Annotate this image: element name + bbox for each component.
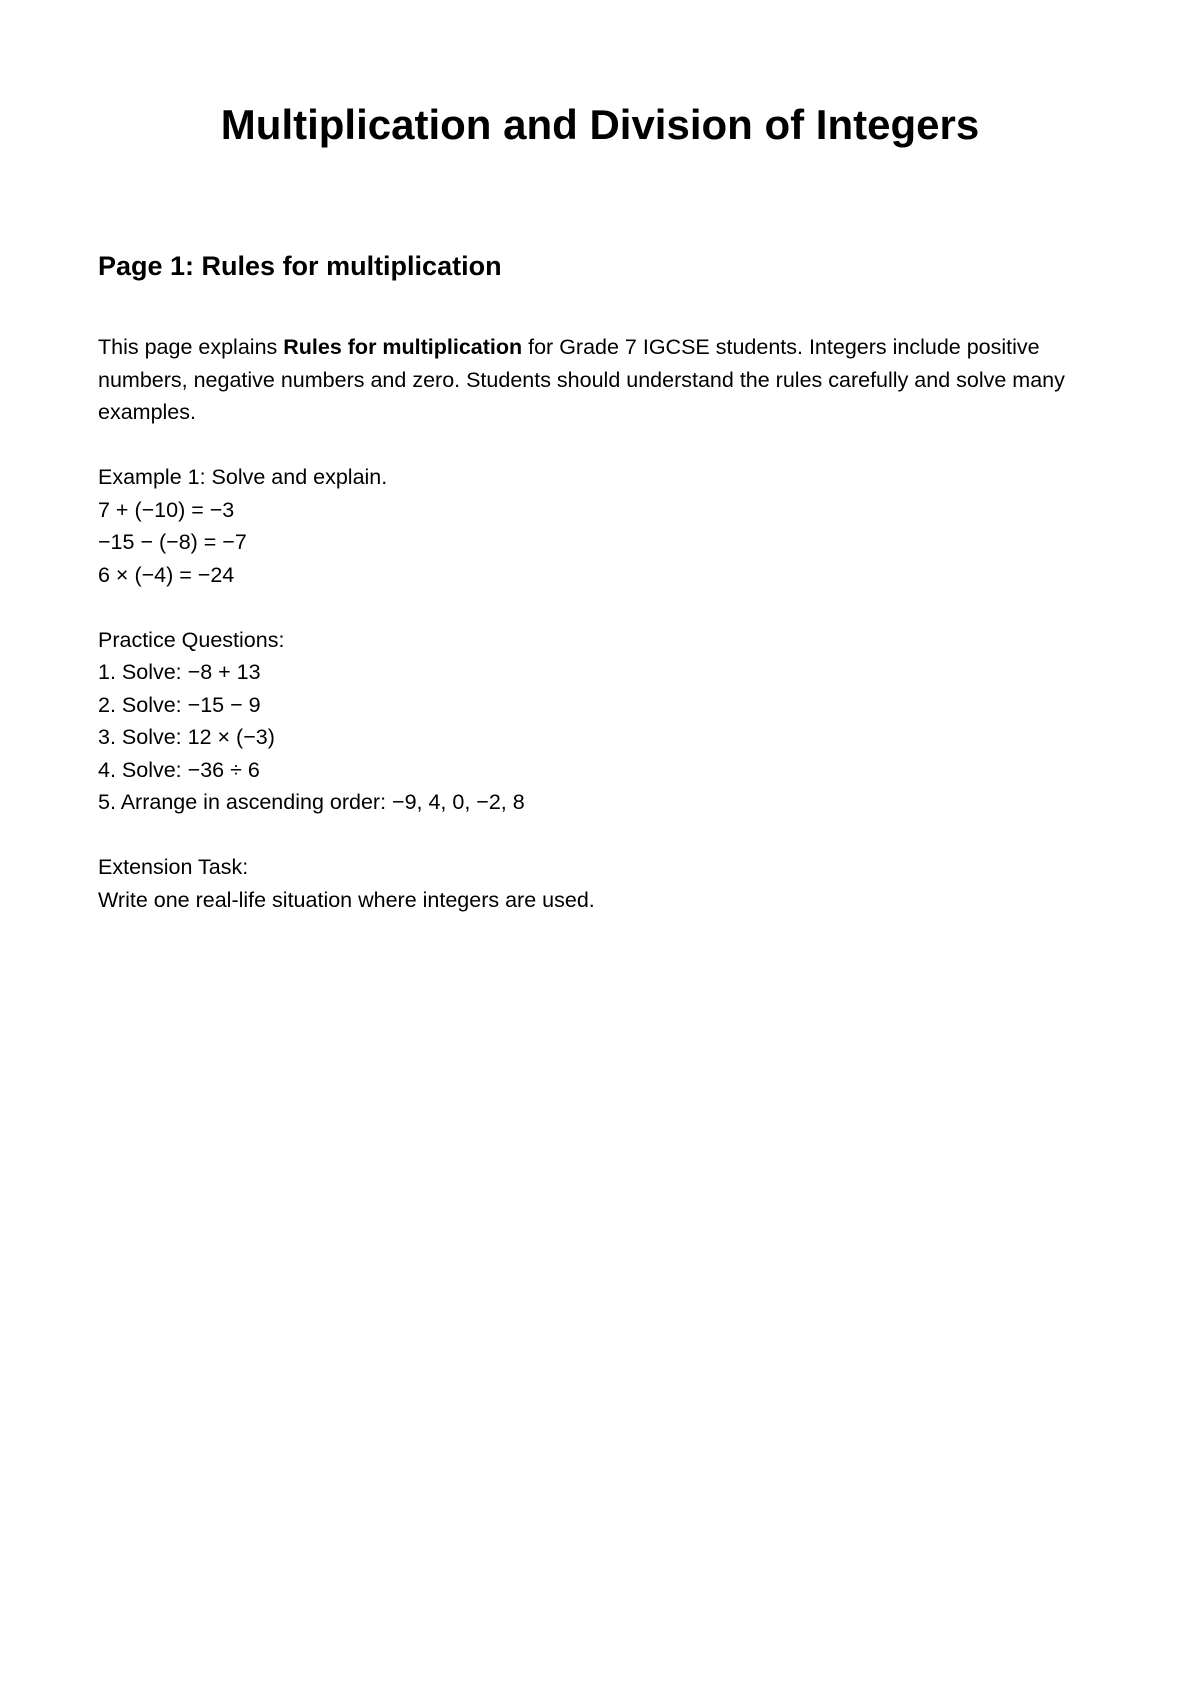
practice-question: 2. Solve: −15 − 9 (98, 692, 261, 717)
example-section (98, 461, 1108, 591)
example-line: −15 − (−8) = −7 (98, 530, 247, 554)
practice-question: 3. Solve: 12 × (−3) (98, 725, 275, 749)
practice-section (98, 624, 1108, 819)
example-line: 7 + (−10) = −3 (98, 497, 235, 522)
extension-section (98, 851, 1108, 916)
document-body (98, 331, 1108, 916)
practice-question: 5. Arrange in ascending order: −9, 4, 0, −2, 8 (98, 790, 525, 814)
example-heading: Example 1: Solve and explain. (98, 465, 388, 489)
example-line: 6 × (−4) = −24 (98, 562, 235, 587)
intro-paragraph (98, 331, 1108, 429)
document-title: Multiplication and Division of Integers (220, 101, 980, 148)
intro-text-start: This page explains (98, 335, 284, 359)
intro-bold-topic: Rules for multiplication (283, 335, 523, 359)
extension-text: Write one real-life situation where integers are used. (98, 887, 595, 912)
intro-text-end: for Grade 7 IGCSE students. Integers include positive numbers, negative numbers and zero. Students should understand the rules carefully and solve many examples. (98, 335, 1065, 424)
practice-heading: Practice Questions: (98, 627, 285, 652)
section-heading: Page 1: Rules for multiplication (98, 251, 502, 281)
practice-question: 4. Solve: −36 ÷ 6 (98, 757, 260, 782)
practice-question: 1. Solve: −8 + 13 (98, 660, 261, 684)
extension-heading: Extension Task: (98, 855, 249, 879)
